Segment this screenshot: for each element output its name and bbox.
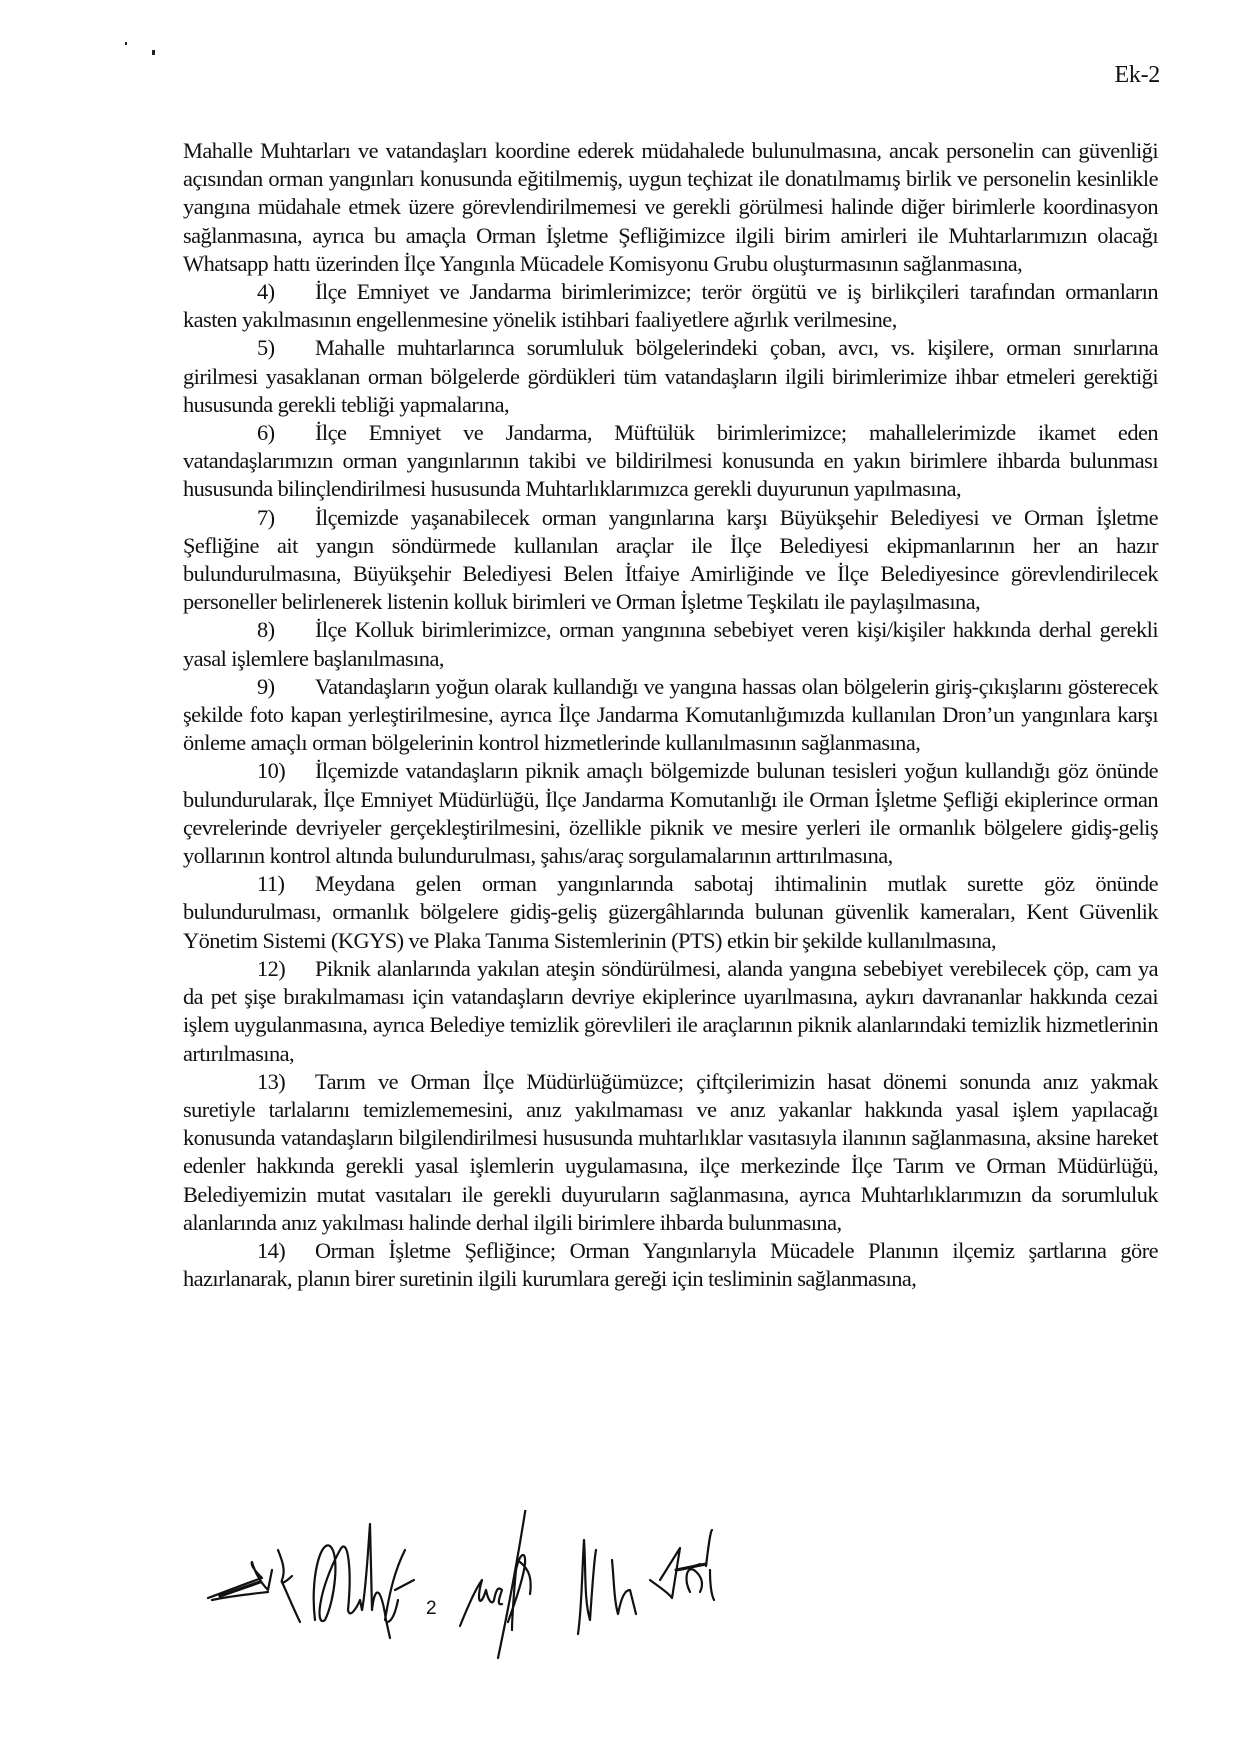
item-number: 7) [257,504,275,530]
item-text: Tarım ve Orman İlçe Müdürlüğümüzce; çiftçilerimizin hasat dönemi sonunda anız yakmak suretiyle tarlalarını temizlememesini, anız yakılmaması ve anız yakanlar hakkında yasal işlem yapılacağı konusunda vatandaşların bilgilendirilmesi hususunda muhtarlıklar vasıtasıyla ilanının sağlanmasına, aksine hareket edenler hakkında gerekli yasal işlemlerin uygulamasına, ilçe merkezinde İlçe Tarım ve Orman Müdürlüğü, Belediyemizin mutat vasıtaları ile gerekli duyuruların sağlanmasına, ayrıca Muhtarlıklarımızın da sorumluluk alanlarında anız yakılması halinde derhal ilgili birimlere ihbarda bulunmasına, [183,1068,1158,1235]
item-text: Mahalle muhtarlarınca sorumluluk bölgelerindeki çoban, avcı, vs. kişilere, orman sınırlarına girilmesi yasaklanan orman bölgelerde gördükleri tüm vatandaşların ilgili birimlerimize ihbar etmeleri gerektiği hususunda gerekli tebliği yapmalarına, [183,335,1158,417]
list-item [183,870,1158,955]
intro-paragraph: Mahalle Muhtarları ve vatandaşları koordine ederek müdahalede bulunulmasına, ancak personelin can güvenliği açısından orman yangınları konusunda eğitilmemiş, uygun teçhizat ile donatılmamış birlik ve personelin kesinlikle yangına müdahale etmek üzere görevlendirilmemesi ve gerekli görülmesi halinde diğer birimlerle koordinasyon sağlanmasına, ayrıca bu amaçla Orman İşletme Şefliğimizce ilgili birim amirleri ile Muhtarlarımızın olacağı Whatsapp hattı üzerinden İlçe Yangınla Mücadele Komisyonu Grubu oluşturmasının sağlanmasına, [183,138,1158,276]
list-item [183,616,1158,672]
signature-6 [612,1560,636,1614]
item-number: 5) [257,335,275,361]
signature-4 [460,1510,531,1658]
scan-artifact [152,50,155,55]
annex-label: Ek-2 [1114,62,1160,88]
document-body [183,137,1158,1293]
signature-block [190,1510,1190,1670]
item-number: 13) [257,1068,286,1094]
item-number: 12) [257,955,286,981]
list-item [183,504,1158,617]
item-text: İlçe Kolluk birimlerimizce, orman yangınına sebebiyet veren kişi/kişiler hakkında derhal gerekli yasal işlemlere başlanılmasına, [183,617,1158,671]
item-number: 14) [257,1237,286,1263]
signature-2 [278,1550,300,1622]
scan-artifact [125,42,127,45]
item-number: 9) [257,673,275,699]
item-number: 11) [257,871,285,897]
item-text: İlçe Emniyet ve Jandarma birimlerimizce; terör örgütü ve iş birlikçileri tarafından ormanların kasten yakılmasının engellenmesine yönelik istihbari faaliyetlere ağırlık verilmesine, [183,279,1158,333]
item-text: İlçe Emniyet ve Jandarma, Müftülük birimlerimizce; mahallelerimizde ikamet eden vatandaşlarımızın orman yangınlarının takibi ve bildirilmesi konusunda en yakın birimlere ihbarda bulunması hususunda bilinçlendirilmesi hususunda Muhtarlıklarımızca gerekli duyurunun yapılmasına, [183,420,1158,502]
item-text: Vatandaşların yoğun olarak kullandığı ve yangına hassas olan bölgelerin giriş-çıkışlarını gösterecek şekilde foto kapan yerleştirilmesine, ayrıca İlçe Jandarma Komutanlığımızda kullanılan Dron’un yangınlara karşı önleme amaçlı orman bölgelerinin kontrol hizmetlerinde kullanılmasının sağlanmasına, [183,673,1158,756]
list-item [183,278,1158,334]
item-text: Meydana gelen orman yangınlarında sabotaj ihtimalinin mutlak surette göz önünde bulundurulması, ormanlık bölgelere gidiş-geliş güzergâhlarında bulunan güvenlik kameraları, Kent Güvenlik Yönetim Sistemi (KGYS) ve Plaka Tanıma Sistemlerinin (PTS) etkin bir şekilde kullanılmasına, [183,871,1158,953]
signature-1 [208,1562,272,1600]
list-item [183,419,1158,504]
item-number: 10) [257,758,286,784]
item-text: Piknik alanlarında yakılan ateşin söndürülmesi, alanda yangına sebebiyet verebilecek çöp, cam ya da pet şişe bırakılmaması için vatandaşların devriye ekiplerince uyarılmasına, aykırı davrananlar hakkında cezai işlem uygulanmasına, ayrıca Belediye temizlik görevlileri ile araçlarının piknik alanlarındaki temizlik hizmetlerinin artırılmasına, [183,955,1158,1066]
list-item [183,1068,1158,1237]
numbered-list [183,278,1158,1293]
list-item [183,757,1158,870]
list-item [183,334,1158,419]
list-item [183,955,1158,1068]
item-number: 4) [257,279,275,305]
list-item [183,1237,1158,1293]
list-item [183,673,1158,758]
item-number: 6) [257,420,275,446]
item-text: İlçemizde yaşanabilecek orman yangınlarına karşı Büyükşehir Belediyesi ve Orman İşletme Şefliğine ait yangın söndürmede kullanılan araçlar ile İlçe Belediyesi ekipmanlarının her an hazır bulundurulmasına, Büyükşehir Belediyesi Belen İtfaiye Amirliğinde ve İlçe Belediyesince görevlendirilecek personeller belirlenerek listenin kolluk birimleri ve Orman İşletme Teşkilatı ile paylaşılmasına, [183,504,1158,615]
signature-3 [314,1524,414,1638]
item-text: İlçemizde vatandaşların piknik amaçlı bölgemizde bulunan tesisleri yoğun kullandığı göz önünde bulundurularak, İlçe Emniyet Müdürlüğü, İlçe Jandarma Komutanlığı ile Orman İşletme Şefliği ekiplerince orman çevrelerinde devriyeler gerçekleştirilmesini, özellikle piknik ve mesire yerleri ile ormanlık bölgelere gidiş-geliş yollarının kontrol altında bulundurulması, şahıs/araç sorgulamalarının arttırılmasına, [183,758,1158,869]
item-number: 8) [257,617,275,643]
page-number: 2 [426,1598,437,1619]
signature-7 [650,1530,714,1600]
item-text: Orman İşletme Şefliğince; Orman Yangınlarıyla Mücadele Planının ilçemiz şartlarına göre hazırlanarak, planın birer suretinin ilgili kurumlara gereği için tesliminin sağlanmasına, [183,1237,1158,1292]
signature-5 [578,1540,596,1634]
